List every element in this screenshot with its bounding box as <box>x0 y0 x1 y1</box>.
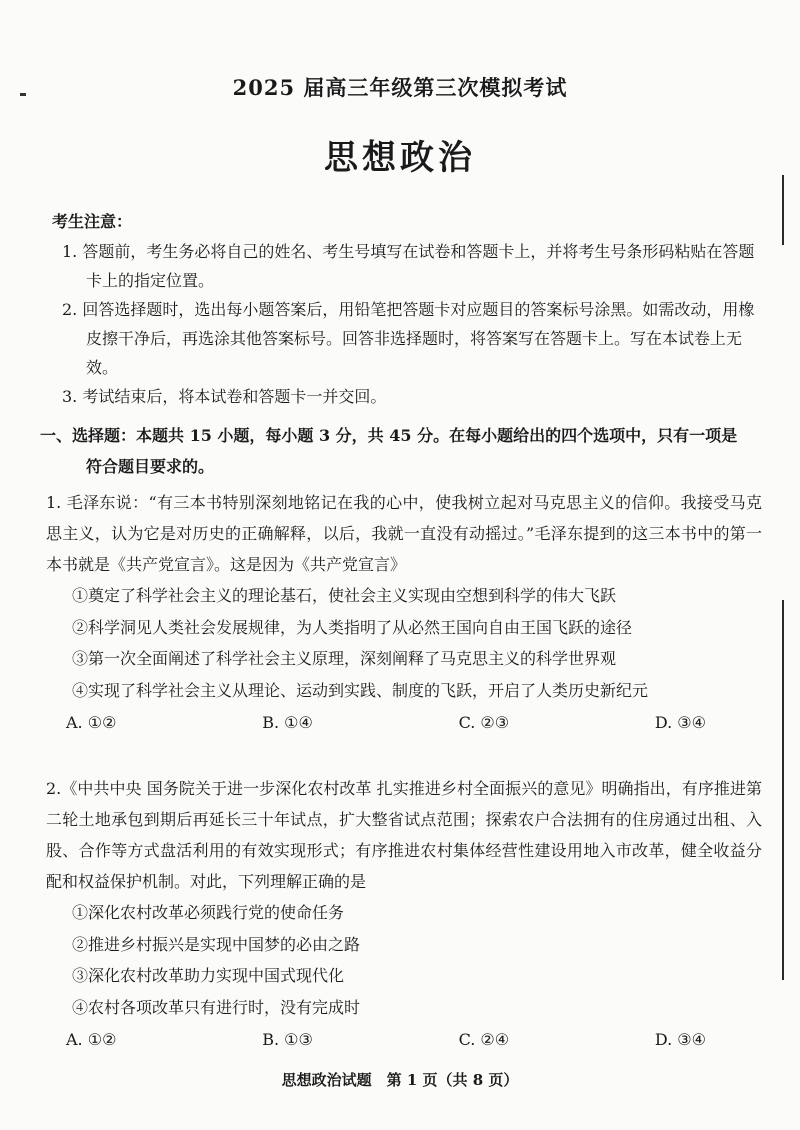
question-option: ②科学洞见人类社会发展规律，为人类指明了从必然王国向自由王国飞跃的途径 <box>72 617 633 637</box>
question-option: ④农村各项改革只有进行时，没有完成时 <box>72 997 361 1017</box>
notice-item-3: 3. 考试结束后，将本试卷和答题卡一并交回。 <box>62 387 387 406</box>
question-stem: 1. 毛泽东说：“有三本书特别深刻地铭记在我的心中，使我树立起对马克思主义的信仰。我接受马克思主义，认为它是对历史的正确解释，以后，我就一直没有动摇过。”毛泽东提到的这三本书中的第一本书就是《共产党宣言》。这是因为《共产党宣言》 <box>46 493 762 574</box>
subject-title: 思想政治 <box>324 138 476 178</box>
question-option: ②推进乡村振兴是实现中国梦的必由之路 <box>72 934 361 954</box>
notice-list <box>62 237 762 411</box>
choice-a: A. ①② <box>66 1030 117 1049</box>
answer-choices <box>46 1023 706 1057</box>
choice-b: B. ①④ <box>262 713 313 732</box>
choice-d: D. ③④ <box>654 713 706 732</box>
section-heading-line-2: 符合题目要求的。 <box>86 457 215 476</box>
scan-edge-line-bottom <box>782 600 784 980</box>
scan-edge-line-top <box>782 175 784 245</box>
notice-heading: 考生注意： <box>52 212 133 231</box>
choice-d: D. ③④ <box>654 1030 706 1049</box>
page-footer: 思想政治试题 第 1 页（共 8 页） <box>281 1071 519 1089</box>
question-option: ①深化农村改革必须践行党的使命任务 <box>72 903 345 922</box>
question-2 <box>46 773 762 1057</box>
choice-a: A. ①② <box>66 713 117 732</box>
question-option: ③深化农村改革助力实现中国式现代化 <box>72 966 345 985</box>
answer-choices <box>46 706 706 740</box>
question-stem: 2.《中共中央 国务院关于进一步深化农村改革 扎实推进乡村全面振兴的意见》明确指出，有序推进第二轮土地承包到期后再延长三十年试点，扩大整省试点范围；探索农户合法拥有的住房通过出租、入股、合作等方式盘活利用的有效实现形式；有序推进农村集体经营性建设用地入市改革，健全收益分配和权益保护机制。对此，下列理解正确的是 <box>46 779 762 891</box>
notice-item-1: 1. 答题前，考生务必将自己的姓名、考生号填写在试卷和答题卡上，并将考生号条形码粘贴在答题卡上的指定位置。 <box>62 242 755 290</box>
question-1 <box>46 487 762 740</box>
choice-b: B. ①③ <box>262 1030 313 1049</box>
question-option: ③第一次全面阐述了科学社会主义原理，深刻阐释了马克思主义的科学世界观 <box>72 649 617 668</box>
choice-c: C. ②④ <box>458 1030 510 1049</box>
question-option: ④实现了科学社会主义从理论、运动到实践、制度的飞跃，开启了人类历史新纪元 <box>72 680 649 700</box>
question-option: ①奠定了科学社会主义的理论基石，使社会主义实现由空想到科学的伟大飞跃 <box>72 586 617 605</box>
notice-item-2: 2. 回答选择题时，选出每小题答案后，用铅笔把答题卡对应题目的答案标号涂黑。如需改动，用橡皮擦干净后，再选涂其他答案标号。回答非选择题时，将答案写在答题卡上。写在本试卷上无效。 <box>62 300 755 377</box>
exam-title: 2025 届高三年级第三次模拟考试 <box>232 75 568 100</box>
section-heading-line-1: 一、选择题：本题共 15 小题，每小题 3 分，共 45 分。在每小题给出的四个选项中，只有一项是 <box>40 426 738 445</box>
section-heading <box>40 420 770 482</box>
choice-c: C. ②③ <box>458 713 510 732</box>
